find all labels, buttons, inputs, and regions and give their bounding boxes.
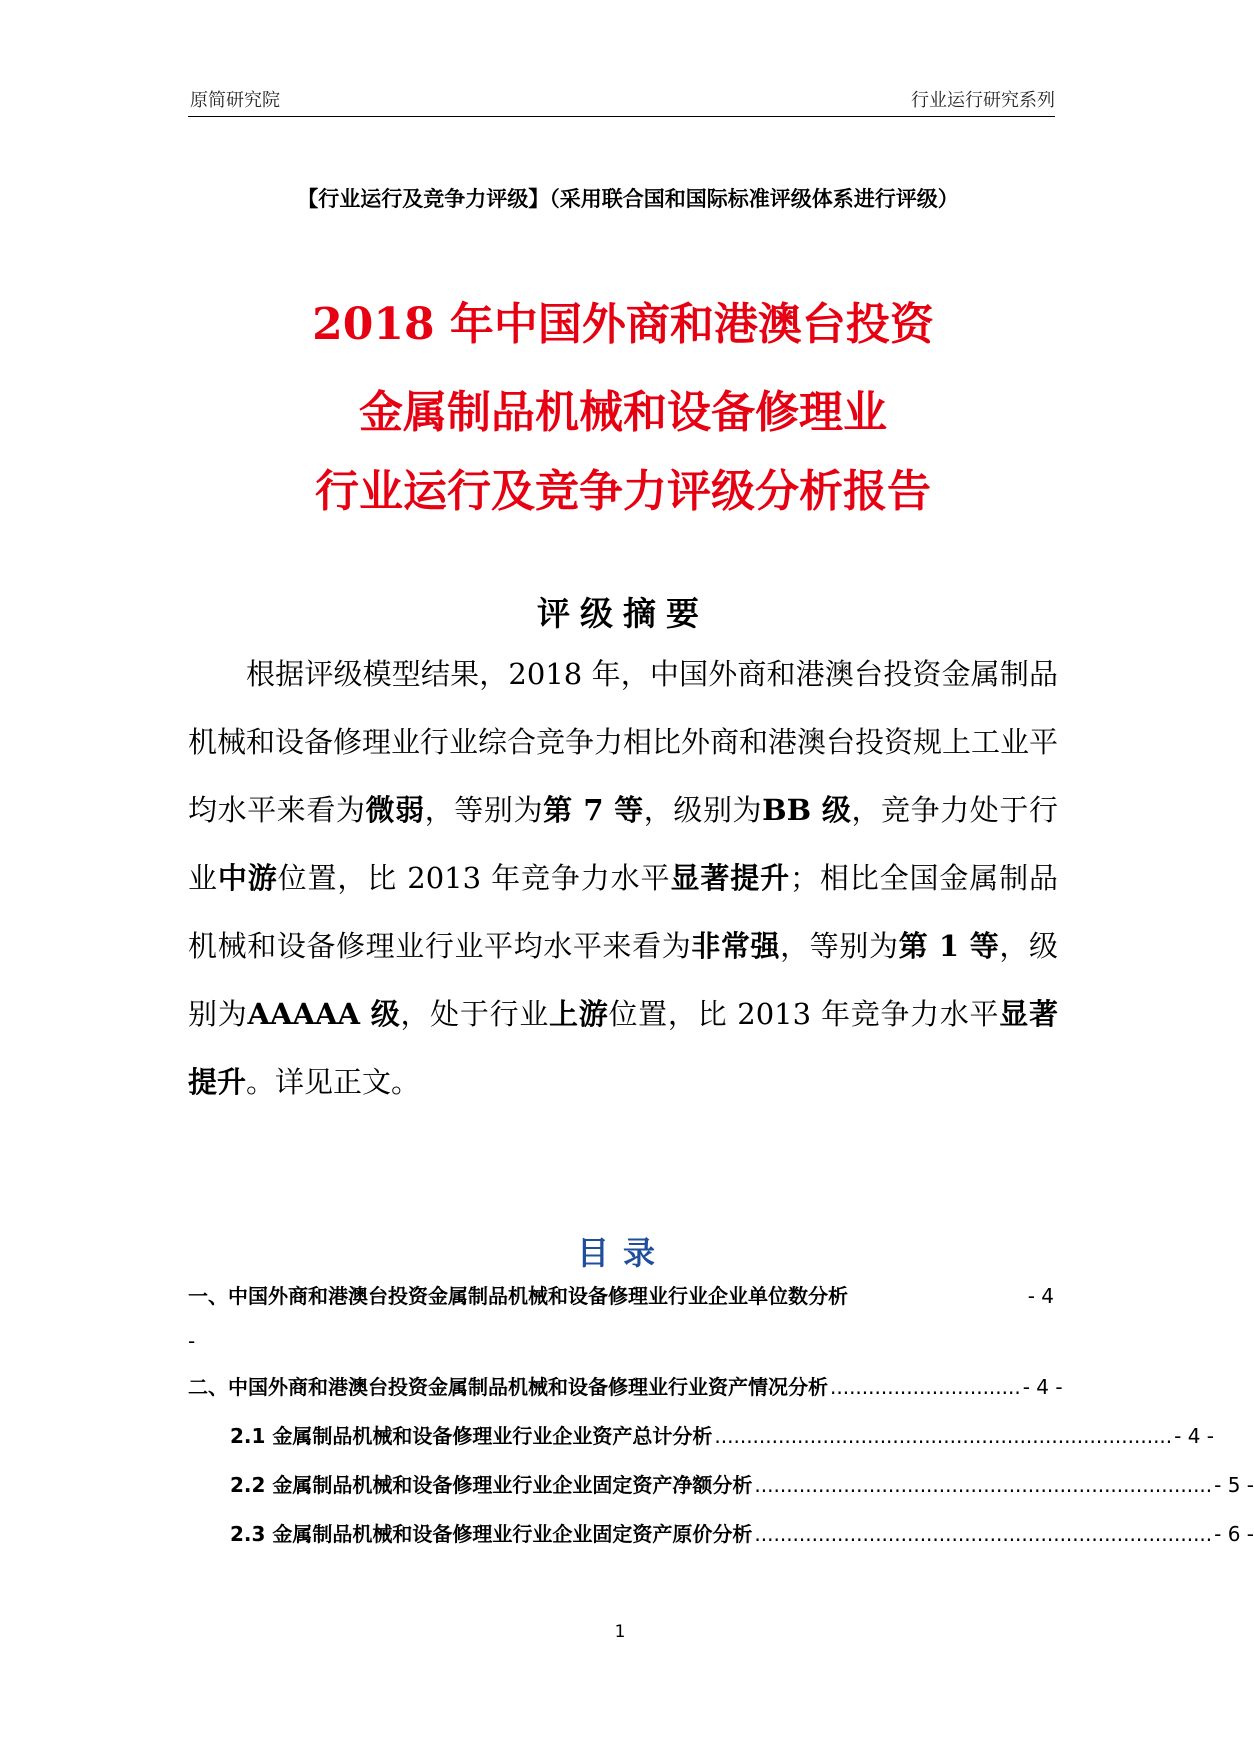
summary-emphasis: 显著提升: [188, 997, 1058, 1099]
summary-text: ，处于行业: [400, 997, 550, 1031]
summary-text: 位置，比 2013 年竞争力水平: [277, 861, 671, 895]
summary-emphasis: 上游: [549, 997, 609, 1031]
summary-emphasis: 中游: [217, 861, 278, 895]
toc-entry[interactable]: [188, 1420, 1215, 1469]
summary-text: 。详见正文。: [246, 1065, 421, 1099]
toc-heading: 目录: [576, 1234, 669, 1272]
summary-text: ，级别为: [188, 929, 1058, 1031]
toc-entry-title[interactable]: 一、中国外商和港澳台投资金属制品机械和设备修理业行业企业单位数分析: [188, 1284, 848, 1308]
toc-entry-title[interactable]: 2.3 金属制品机械和设备修理业行业企业固定资产原价分析: [230, 1522, 753, 1546]
toc-leader: ........................................................................: [754, 1473, 1213, 1497]
toc-entry-page[interactable]: - 6 -: [1214, 1522, 1254, 1546]
report-title-line-3: 行业运行及竞争力评级分析报告: [315, 466, 931, 517]
summary-emphasis: 第 1 等: [898, 929, 1000, 963]
summary-emphasis: 第 7 等: [543, 793, 644, 827]
summary-emphasis: BB 级: [762, 793, 852, 827]
toc-entry[interactable]: [188, 1518, 1254, 1567]
header-divider: [188, 116, 1055, 117]
table-of-contents: [188, 1280, 1254, 1567]
summary-text: ，级别为: [643, 793, 763, 827]
toc-entry-title[interactable]: 二、中国外商和港澳台投资金属制品机械和设备修理业行业资产情况分析: [188, 1375, 828, 1399]
report-subtitle: 【行业运行及竞争力评级】（采用联合国和国际标准评级体系进行评级）: [297, 187, 959, 211]
toc-leader: ..............................: [830, 1375, 1021, 1399]
report-title-line-1: 2018 年中国外商和港澳台投资: [312, 299, 934, 350]
summary-text: ，竞争力处于行业: [188, 793, 1058, 895]
summary-emphasis: AAAAA 级: [247, 997, 401, 1031]
toc-entry-page[interactable]: - 4 -: [1174, 1424, 1215, 1448]
toc-entry[interactable]: [188, 1371, 1063, 1420]
toc-entry-title[interactable]: 2.2 金属制品机械和设备修理业行业企业固定资产净额分析: [230, 1473, 753, 1497]
toc-leader: ........................................................................: [714, 1424, 1173, 1448]
toc-entry-page-wrap: -: [188, 1329, 196, 1353]
summary-text: 根据评级模型结果，2018 年，中国外商和港澳台投资金属制品机械和设备修理业行业综合竞争力相比外商和港澳台投资规上工业平均水平来看为: [188, 657, 1059, 827]
header-right: 行业运行研究系列: [911, 90, 1055, 111]
summary-text: ；相比全国金属制品机械和设备修理业行业平均水平来看为: [188, 861, 1058, 963]
summary-text: 位置，比 2013 年竞争力水平: [608, 997, 1000, 1031]
summary-text: ，等别为: [424, 793, 544, 827]
toc-leader: ........................................................................: [754, 1522, 1213, 1546]
toc-entry-title[interactable]: 2.1 金属制品机械和设备修理业行业企业资产总计分析: [230, 1424, 713, 1448]
header-left: 原简研究院: [190, 90, 280, 111]
summary-emphasis: 非常强: [691, 929, 781, 963]
toc-entry[interactable]: [188, 1469, 1254, 1518]
toc-entry-page[interactable]: - 4 -: [1022, 1375, 1063, 1399]
toc-entry-page[interactable]: - 5 -: [1214, 1473, 1254, 1497]
summary-paragraph: [188, 640, 1058, 1116]
toc-entry[interactable]: [188, 1280, 1054, 1329]
report-title-line-2: 金属制品机械和设备修理业: [359, 387, 887, 438]
toc-entry-page[interactable]: - 4: [1027, 1284, 1054, 1308]
summary-text: ，等别为: [780, 929, 899, 963]
summary-emphasis: 微弱: [365, 793, 425, 827]
page-number: 1: [614, 1622, 626, 1642]
summary-emphasis: 显著提升: [670, 861, 790, 895]
summary-heading: 评级摘要: [537, 594, 709, 633]
